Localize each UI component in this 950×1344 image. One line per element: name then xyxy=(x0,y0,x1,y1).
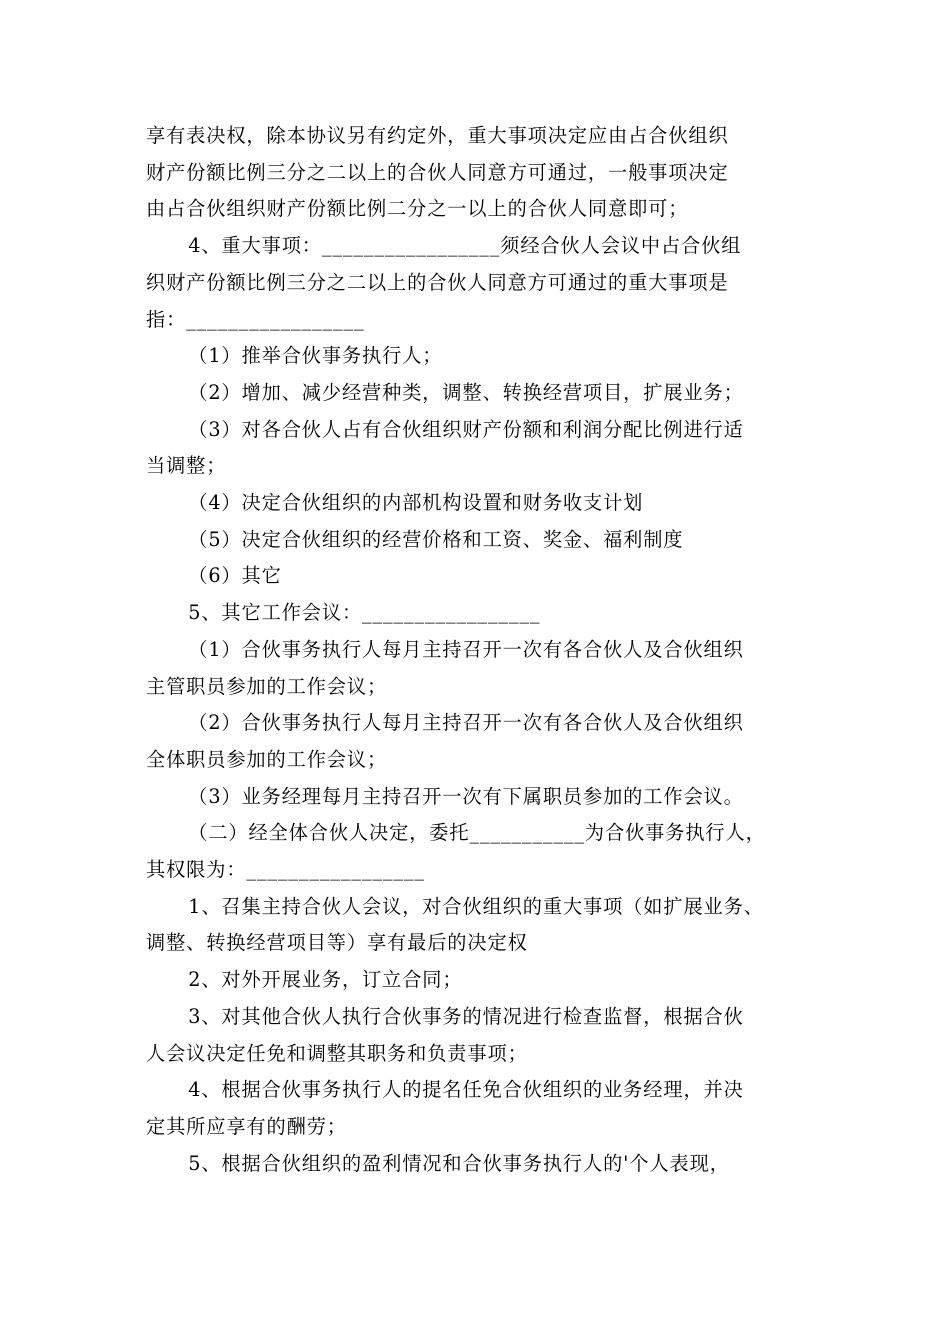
document-text-line: 享有表决权，除本协议另有约定外，重大事项决定应由占合伙组织 xyxy=(146,124,729,147)
document-paragraph xyxy=(146,118,810,228)
document-paragraph xyxy=(146,338,810,375)
document-page xyxy=(146,118,810,1182)
document-text-line: （2）合伙事务执行人每月主持召开一次有各合伙人及合伙组织 xyxy=(188,711,744,735)
document-paragraph xyxy=(146,815,810,888)
document-text-line: （6）其它 xyxy=(188,564,282,588)
document-text-line: （二）经全体合伙人决定，委托___________为合伙事务执行人， xyxy=(188,821,766,845)
document-paragraph xyxy=(146,595,810,632)
document-text-line: 2、对外开展业务，订立合同； xyxy=(188,968,463,992)
document-text-line: （1）合伙事务执行人每月主持召开一次有各合伙人及合伙组织 xyxy=(188,637,744,661)
document-paragraph xyxy=(146,228,810,338)
document-text-line: 其权限为：_________________ xyxy=(146,858,425,882)
document-text-line: 1、召集主持合伙人会议，对合伙组织的重大事项（如扩展业务、 xyxy=(188,894,764,918)
document-paragraph xyxy=(146,485,810,522)
document-text-line: （4）决定合伙组织的内部机构设置和财务收支计划 xyxy=(188,491,644,515)
document-text-line: 织财产份额比例三分之二以上的合伙人同意方可通过的重大事项是 xyxy=(146,270,729,294)
document-paragraph xyxy=(146,889,810,962)
document-text-line: 指：_________________ xyxy=(146,307,365,331)
document-text-line: 4、重大事项：_________________须经合伙人会议中占合伙组 xyxy=(188,234,742,258)
document-text-line: 3、对其他合伙人执行合伙事务的情况进行检查监督，根据合伙 xyxy=(188,1004,744,1028)
document-paragraph xyxy=(146,1072,810,1145)
document-text-line: （2）增加、减少经营种类，调整、转换经营项目，扩展业务； xyxy=(188,380,744,404)
document-text-line: （3）对各合伙人占有合伙组织财产份额和利润分配比例进行适 xyxy=(188,417,744,441)
document-text-line: 定其所应享有的酬劳； xyxy=(146,1114,347,1138)
document-paragraph xyxy=(146,558,810,595)
document-text-line: 财产份额比例三分之二以上的合伙人同意方可通过，一般事项决定 xyxy=(146,160,729,184)
document-text-line: 4、根据合伙事务执行人的提名任免合伙组织的业务经理，并决 xyxy=(188,1078,744,1102)
document-paragraph xyxy=(146,1146,810,1183)
document-paragraph xyxy=(146,999,810,1072)
document-text-line: （1）推举合伙事务执行人； xyxy=(188,344,443,368)
document-paragraph xyxy=(146,412,810,485)
document-text-line: 由占合伙组织财产份额比例二分之一以上的合伙人同意即可； xyxy=(146,197,689,221)
document-text-line: 人会议决定任免和调整其职务和负责事项； xyxy=(146,1041,528,1065)
document-paragraph xyxy=(146,375,810,412)
document-text-line: 调整、转换经营项目等）享有最后的决定权 xyxy=(146,931,528,955)
document-paragraph xyxy=(146,522,810,559)
document-paragraph xyxy=(146,779,810,816)
document-paragraph xyxy=(146,705,810,778)
document-text-line: 5、根据合伙组织的盈利情况和合伙事务执行人的'个人表现， xyxy=(188,1151,730,1175)
document-text-line: 全体职员参加的工作会议； xyxy=(146,747,388,771)
document-text-line: 主管职员参加的工作会议； xyxy=(146,674,388,698)
document-text-line: （3）业务经理每月主持召开一次有下属职员参加的工作会议。 xyxy=(188,784,744,808)
document-text-line: 当调整； xyxy=(146,454,227,478)
document-paragraph xyxy=(146,632,810,705)
document-paragraph xyxy=(146,962,810,999)
document-text-line: 5、其它工作会议：_________________ xyxy=(188,601,541,625)
document-text-line: （5）决定合伙组织的经营价格和工资、奖金、福利制度 xyxy=(188,527,684,551)
